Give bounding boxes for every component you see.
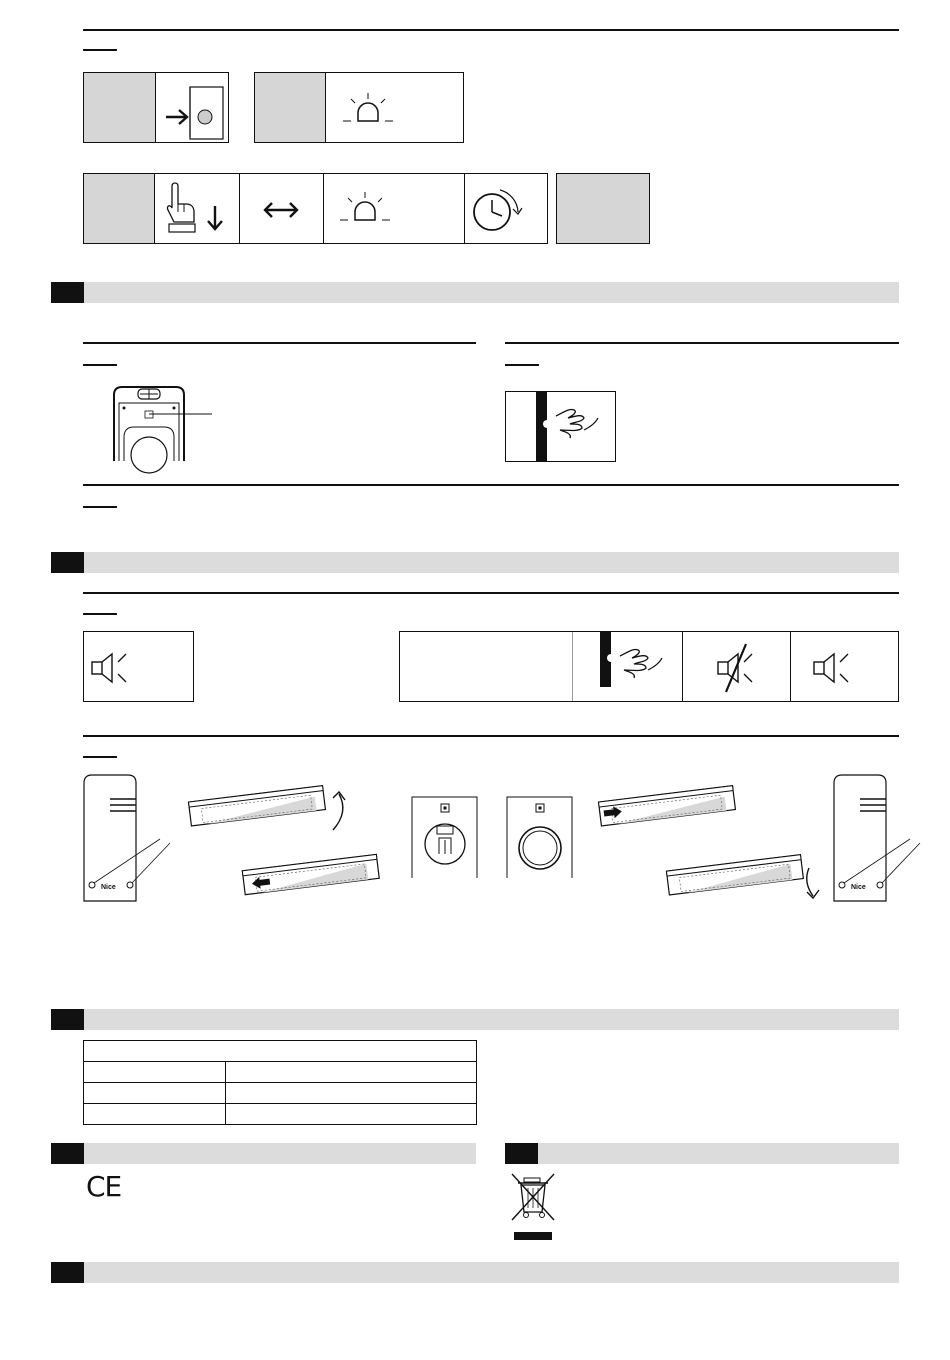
subsection-rule-full [83, 484, 899, 486]
section-header-bar [51, 552, 899, 573]
table-row [84, 1062, 477, 1083]
table-row [84, 1083, 477, 1104]
table-cell [226, 1104, 477, 1125]
subsection-rule [83, 592, 899, 594]
flashing-light-icon [336, 190, 396, 230]
table-cell [84, 1062, 226, 1083]
cover-removal-illustration [185, 772, 390, 900]
cell-divider [154, 174, 155, 243]
step-sequence-box [83, 173, 548, 244]
step-box-led [254, 72, 464, 143]
section-number-block [51, 282, 84, 303]
cell-divider [572, 632, 573, 701]
flashing-light-icon [339, 91, 399, 131]
section-header-bar [51, 282, 899, 303]
ce-mark-icon: CE [86, 1170, 122, 1203]
cover-refit-illustration [595, 772, 830, 902]
section-number-block [51, 1262, 84, 1283]
section-header-bar [505, 1143, 899, 1164]
cell-divider [464, 174, 465, 243]
speaker-muted-icon [716, 642, 766, 694]
alarm-sequence-box [399, 631, 899, 702]
step-result-box [556, 173, 650, 244]
speaker-icon [812, 650, 858, 686]
magnet-box [505, 391, 616, 462]
cell-divider [682, 632, 683, 701]
device-top-view-illustration [112, 385, 222, 463]
device-logo-text: Nice [851, 884, 866, 891]
table-cell [226, 1062, 477, 1083]
technical-specs-table [83, 1040, 477, 1125]
cell-divider [323, 174, 324, 243]
table-cell [226, 1083, 477, 1104]
finger-press-icon [158, 182, 238, 238]
section-number-block [51, 1009, 84, 1030]
device-logo-text: Nice [101, 884, 116, 891]
subsection-rule-right [505, 342, 899, 344]
table-cell [84, 1083, 226, 1104]
section-number-block [51, 552, 84, 573]
subsection-tick-left [83, 364, 117, 366]
subsection-rule-left [83, 342, 476, 344]
device-back-view-left [82, 773, 182, 903]
speaker-icon [90, 650, 136, 686]
section-header-bar [51, 1143, 476, 1164]
clock-timer-icon [470, 186, 530, 234]
step-box-gray-cell [84, 73, 155, 142]
speaker-box [83, 631, 194, 702]
section-number-block [505, 1143, 538, 1164]
section-number-block [51, 1143, 84, 1164]
step-box-gray-cell [84, 174, 154, 243]
subsection-tick-right [505, 364, 539, 366]
arrow-into-sensor-icon [160, 81, 228, 139]
cell-divider [239, 174, 240, 243]
battery-holder-empty [411, 796, 479, 878]
magnet-wave-icon [532, 392, 612, 462]
step-box-gray-cell [255, 73, 325, 142]
section-header-bar [51, 1009, 899, 1030]
subsection-rule [83, 735, 899, 737]
battery-holder-full [506, 796, 574, 878]
subsection-tick-full [83, 506, 117, 508]
magnet-wave-icon [596, 632, 676, 702]
table-cell [84, 1104, 226, 1125]
section1-rule [83, 29, 899, 31]
subsection-tick [83, 613, 117, 615]
table-row [84, 1104, 477, 1125]
subsection-tick [83, 756, 117, 758]
device-back-view-right [832, 773, 932, 903]
cell-divider [790, 632, 791, 701]
table-row [84, 1041, 477, 1062]
step-box-insert [83, 72, 229, 143]
table-header-cell [84, 1041, 477, 1062]
cell-divider [325, 73, 326, 142]
double-arrow-icon [262, 200, 302, 220]
section-header-bar [51, 1262, 899, 1283]
section1-tick [83, 49, 117, 51]
cell-divider [155, 73, 156, 142]
crossed-bin-icon [508, 1172, 558, 1242]
